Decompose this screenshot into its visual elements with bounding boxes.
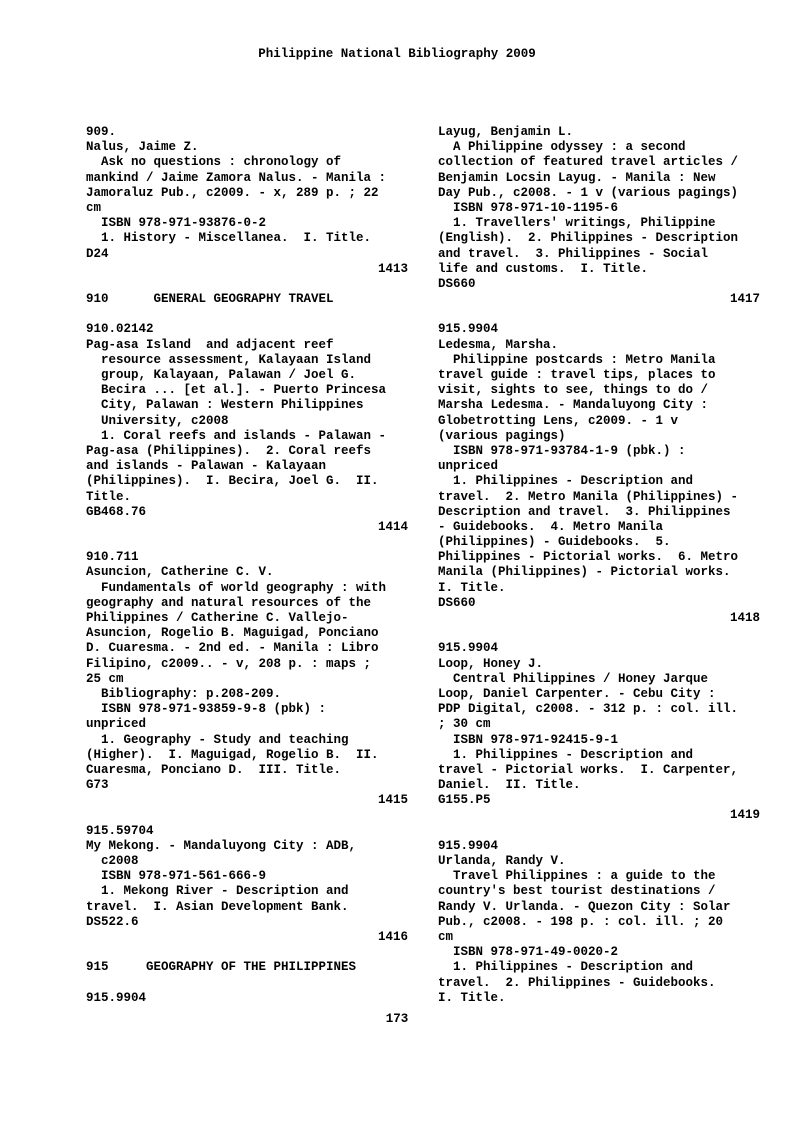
entry-line: Manila (Philippines) - Pictorial works. bbox=[438, 565, 731, 580]
bibliographic-entry bbox=[438, 125, 760, 322]
entry-line: 1. Geography - Study and teaching bbox=[86, 732, 349, 747]
entry-number: 1414 bbox=[377, 519, 408, 534]
entry-line: 1. History - Miscellanea. I. Title. bbox=[86, 231, 372, 246]
section-heading: 910 GENERAL GEOGRAPHY TRAVEL bbox=[86, 292, 334, 307]
entry-line: Pag-asa (Philippines). 2. Coral reefs bbox=[86, 443, 372, 458]
entry-line: Central Philippines / Honey Jarque bbox=[438, 671, 709, 686]
bibliographic-entry bbox=[86, 991, 408, 1006]
entry-line: Asuncion, Rogelio B. Maguigad, Ponciano bbox=[86, 626, 379, 641]
entry-line: 1. Philippines - Description and bbox=[438, 474, 694, 489]
entry-line: 915.9904 bbox=[438, 838, 499, 853]
entry-number: 1416 bbox=[377, 929, 408, 944]
entry-line: 910.02142 bbox=[86, 322, 154, 337]
entry-line: GB468.76 bbox=[86, 504, 147, 519]
entry-line: Travel Philippines : a guide to the bbox=[438, 869, 716, 884]
entry-line: ISBN 978-971-561-666-9 bbox=[86, 869, 267, 884]
entry-line: Pag-asa Island and adjacent reef bbox=[86, 337, 334, 352]
page-number: 173 bbox=[385, 1012, 409, 1026]
entry-line: Title. bbox=[86, 489, 132, 504]
entry-line: unpriced bbox=[438, 459, 499, 474]
entry-number: 1413 bbox=[377, 261, 408, 276]
entry-line: resource assessment, Kalayaan Island bbox=[86, 352, 372, 367]
entry-line: group, Kalayaan, Palawan / Joel G. bbox=[86, 368, 357, 382]
entry-line: travel. 2. Philippines - Guidebooks. bbox=[438, 975, 716, 990]
entry-line: G73 bbox=[86, 778, 109, 793]
entry-line: ISBN 978-971-93784-1-9 (pbk.) : bbox=[438, 443, 686, 458]
entry-line: Filipino, c2009.. - v, 208 p. : maps ; bbox=[86, 656, 372, 671]
entry-line: (Philippines). I. Becira, Joel G. II. bbox=[86, 474, 379, 489]
right-column bbox=[438, 125, 760, 1006]
page-header: Philippine National Bibliography 2009 bbox=[258, 47, 536, 61]
entry-line: Philippines / Catherine C. Vallejo- bbox=[86, 611, 349, 625]
entry-line: visit, sights to see, things to do / bbox=[438, 383, 709, 398]
entry-line: Globetrotting Lens, c2009. - 1 v bbox=[438, 413, 679, 428]
entry-line: University, c2008 bbox=[86, 413, 229, 428]
entry-line: Fundamentals of world geography : with bbox=[86, 580, 387, 595]
entry-line: (Higher). I. Maguigad, Rogelio B. II. bbox=[86, 747, 379, 762]
entry-line: 25 cm bbox=[86, 671, 124, 686]
entry-line: My Mekong. - Mandaluyong City : ADB, bbox=[86, 838, 357, 853]
entry-line: 1. Coral reefs and islands - Palawan - bbox=[86, 428, 387, 443]
entry-line: cm bbox=[86, 200, 102, 215]
entry-line: Asuncion, Catherine C. V. bbox=[86, 565, 274, 580]
entry-line: 915.9904 bbox=[438, 641, 499, 656]
entry-line: country's best tourist destinations / bbox=[438, 884, 716, 899]
entry-line: and travel. 3. Philippines - Social bbox=[438, 246, 709, 261]
entry-line: 915.59704 bbox=[86, 823, 154, 838]
entry-line: (various pagings) bbox=[438, 428, 566, 443]
entry-line: Becira ... [et al.]. - Puerto Princesa bbox=[86, 383, 387, 398]
entry-line: 1. Mekong River - Description and bbox=[86, 884, 349, 899]
entry-number: 1415 bbox=[377, 793, 408, 808]
entry-line: unpriced bbox=[86, 717, 147, 732]
entry-line: Philippine postcards : Metro Manila bbox=[438, 352, 716, 367]
bibliographic-entry bbox=[86, 125, 408, 292]
entry-line: - Guidebooks. 4. Metro Manila bbox=[438, 519, 664, 534]
bibliographic-entry bbox=[438, 641, 760, 838]
entry-line: 1. Philippines - Description and bbox=[438, 960, 694, 975]
entry-line: mankind / Jaime Zamora Nalus. - Manila : bbox=[86, 170, 387, 185]
section-heading: 915 GEOGRAPHY OF THE PHILIPPINES bbox=[86, 960, 357, 975]
entry-line: Daniel. II. Title. bbox=[438, 778, 581, 793]
entry-line: D. Cuaresma. - 2nd ed. - Manila : Libro bbox=[86, 641, 379, 656]
bibliographic-entry bbox=[86, 550, 408, 823]
bibliographic-entry bbox=[86, 322, 408, 550]
entry-line: Pub., c2008. - 198 p. : col. ill. ; 20 bbox=[438, 914, 724, 929]
entry-line: 915.9904 bbox=[86, 990, 147, 1005]
entry-line: City, Palawan : Western Philippines bbox=[86, 398, 364, 413]
entry-line: Loop, Daniel Carpenter. - Cebu City : bbox=[438, 686, 716, 701]
entry-line: DS660 bbox=[438, 276, 476, 291]
entry-line: Ledesma, Marsha. bbox=[438, 337, 559, 352]
entry-line: Philippines - Pictorial works. 6. Metro bbox=[438, 550, 739, 565]
entry-line: Cuaresma, Ponciano D. III. Title. bbox=[86, 762, 342, 777]
entry-line: ISBN 978-971-92415-9-1 bbox=[438, 732, 619, 747]
entry-line: A Philippine odyssey : a second bbox=[438, 140, 686, 155]
entry-line: travel - Pictorial works. I. Carpenter, bbox=[438, 762, 739, 777]
left-column bbox=[86, 125, 408, 1006]
entry-line: DS660 bbox=[438, 595, 476, 610]
entry-line: PDP Digital, c2008. - 312 p. : col. ill. bbox=[438, 702, 739, 717]
entry-line: life and customs. I. Title. bbox=[438, 261, 649, 276]
entry-line: (Philippines) - Guidebooks. 5. bbox=[438, 535, 671, 550]
entry-line: c2008 bbox=[86, 854, 139, 868]
entry-line: Randy V. Urlanda. - Quezon City : Solar bbox=[438, 899, 731, 914]
entry-number: 1418 bbox=[729, 611, 760, 625]
entry-number: 1417 bbox=[729, 292, 760, 307]
entry-line: 909. bbox=[86, 125, 117, 139]
entry-line: collection of featured travel articles / bbox=[438, 155, 739, 170]
entry-line: ISBN 978-971-10-1195-6 bbox=[438, 200, 619, 215]
entry-line: Loop, Honey J. bbox=[438, 656, 544, 671]
entry-number: 1419 bbox=[729, 808, 760, 823]
entry-line: 1. Travellers' writings, Philippine bbox=[438, 216, 716, 231]
entry-line: travel guide : travel tips, places to bbox=[438, 368, 716, 382]
bibliographic-entry bbox=[438, 839, 760, 1006]
entry-line: travel. I. Asian Development Bank. bbox=[86, 899, 349, 914]
bibliographic-entry bbox=[86, 824, 408, 961]
entry-line: 915.9904 bbox=[438, 322, 499, 337]
entry-line: Jamoraluz Pub., c2009. - x, 289 p. ; 22 bbox=[86, 185, 379, 200]
entry-line: (English). 2. Philippines - Description bbox=[438, 231, 739, 246]
entry-line: ISBN 978-971-93876-0-2 bbox=[86, 216, 267, 231]
entry-line: Ask no questions : chronology of bbox=[86, 155, 342, 170]
entry-line: DS522.6 bbox=[86, 914, 139, 929]
entry-line: ; 30 cm bbox=[438, 717, 491, 732]
entry-line: travel. 2. Metro Manila (Philippines) - bbox=[438, 489, 739, 504]
entry-line: Layug, Benjamin L. bbox=[438, 125, 574, 139]
entry-line: Description and travel. 3. Philippines bbox=[438, 504, 731, 519]
entry-line: Urlanda, Randy V. bbox=[438, 854, 566, 868]
entry-line: D24 bbox=[86, 246, 109, 261]
entry-line: ISBN 978-971-93859-9-8 (pbk) : bbox=[86, 702, 327, 717]
entry-line: cm bbox=[438, 929, 454, 944]
entry-line: geography and natural resources of the bbox=[86, 595, 372, 610]
entry-line: 1. Philippines - Description and bbox=[438, 747, 694, 762]
entry-line: Nalus, Jaime Z. bbox=[86, 140, 199, 155]
bibliographic-entry bbox=[438, 322, 760, 641]
entry-line: G155.P5 bbox=[438, 793, 491, 808]
entry-line: ISBN 978-971-49-0020-2 bbox=[438, 945, 619, 960]
entry-line: and islands - Palawan - Kalayaan bbox=[86, 459, 327, 474]
entry-line: Day Pub., c2008. - 1 v (various pagings) bbox=[438, 185, 739, 200]
entry-line: I. Title. bbox=[438, 580, 506, 595]
entry-line: I. Title. bbox=[438, 990, 506, 1005]
entry-line: Bibliography: p.208-209. bbox=[86, 686, 282, 701]
entry-line: Marsha Ledesma. - Mandaluyong City : bbox=[438, 398, 709, 413]
entry-line: Benjamin Locsin Layug. - Manila : New bbox=[438, 170, 716, 185]
entry-line: 910.711 bbox=[86, 550, 139, 565]
